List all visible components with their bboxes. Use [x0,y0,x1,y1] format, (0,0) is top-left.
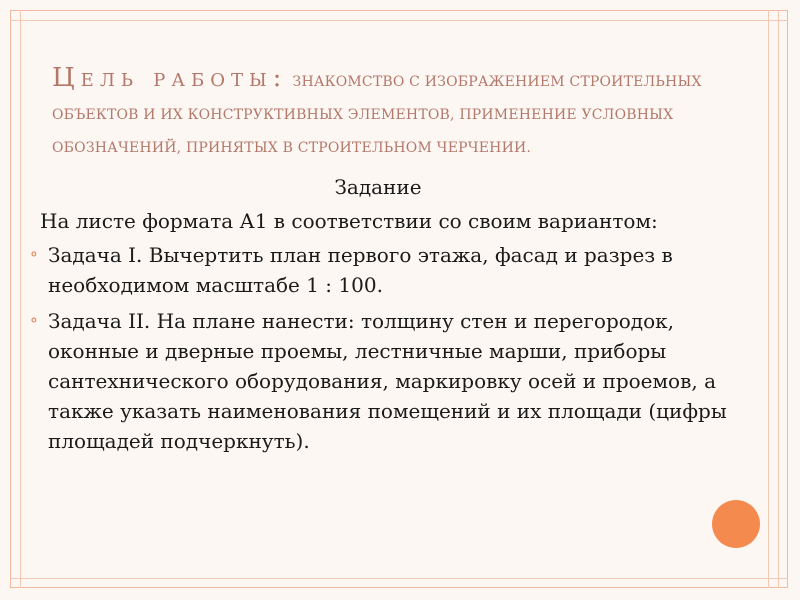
bullet-text-task-2: Задача II. На плане нанести: толщину стен и перегородок, оконные и дверные проемы, лестничные марши, приборы сантехнического оборудования, маркировку осей и проемов, а также указать наименования помещений и их площади (цифры площадей подчеркнуть). [48,309,727,453]
decorative-circle-icon [712,500,760,548]
border-line-bottom [10,578,788,579]
bullet-marker-icon: ⚬ [28,247,40,263]
bullet-item-task-1 [28,240,728,300]
bullet-item-task-2 [28,306,728,456]
bullet-marker-icon: ⚬ [28,313,40,329]
slide-content [28,172,728,462]
border-line-right-outer [778,10,779,588]
title-rest: ЗНАКОМСТВО С ИЗОБРАЖЕНИЕМ СТРОИТЕЛЬНЫХ ОБЪЕКТОВ И ИХ КОНСТРУКТИВНЫХ ЭЛЕМЕНТОВ, ПРИМЕНЕНИЕ УСЛОВНЫХ ОБОЗНАЧЕНИЙ, ПРИНЯТЫХ В СТРОИТЕЛЬНОМ ЧЕРЧЕНИИ. [52,74,702,156]
border-line-left [20,10,21,588]
task-intro: На листе формата А1 в соответствии со своим вариантом: [40,209,658,233]
task-heading: Задание [334,175,422,199]
slide-title [52,62,702,164]
title-lead: Цель работы: [52,63,288,93]
border-line-top [10,20,788,21]
bullet-text-task-1: Задача I. Вычертить план первого этажа, фасад и разрез в необходимом масштабе 1 : 100. [48,243,673,297]
border-line-right-inner [768,10,769,588]
